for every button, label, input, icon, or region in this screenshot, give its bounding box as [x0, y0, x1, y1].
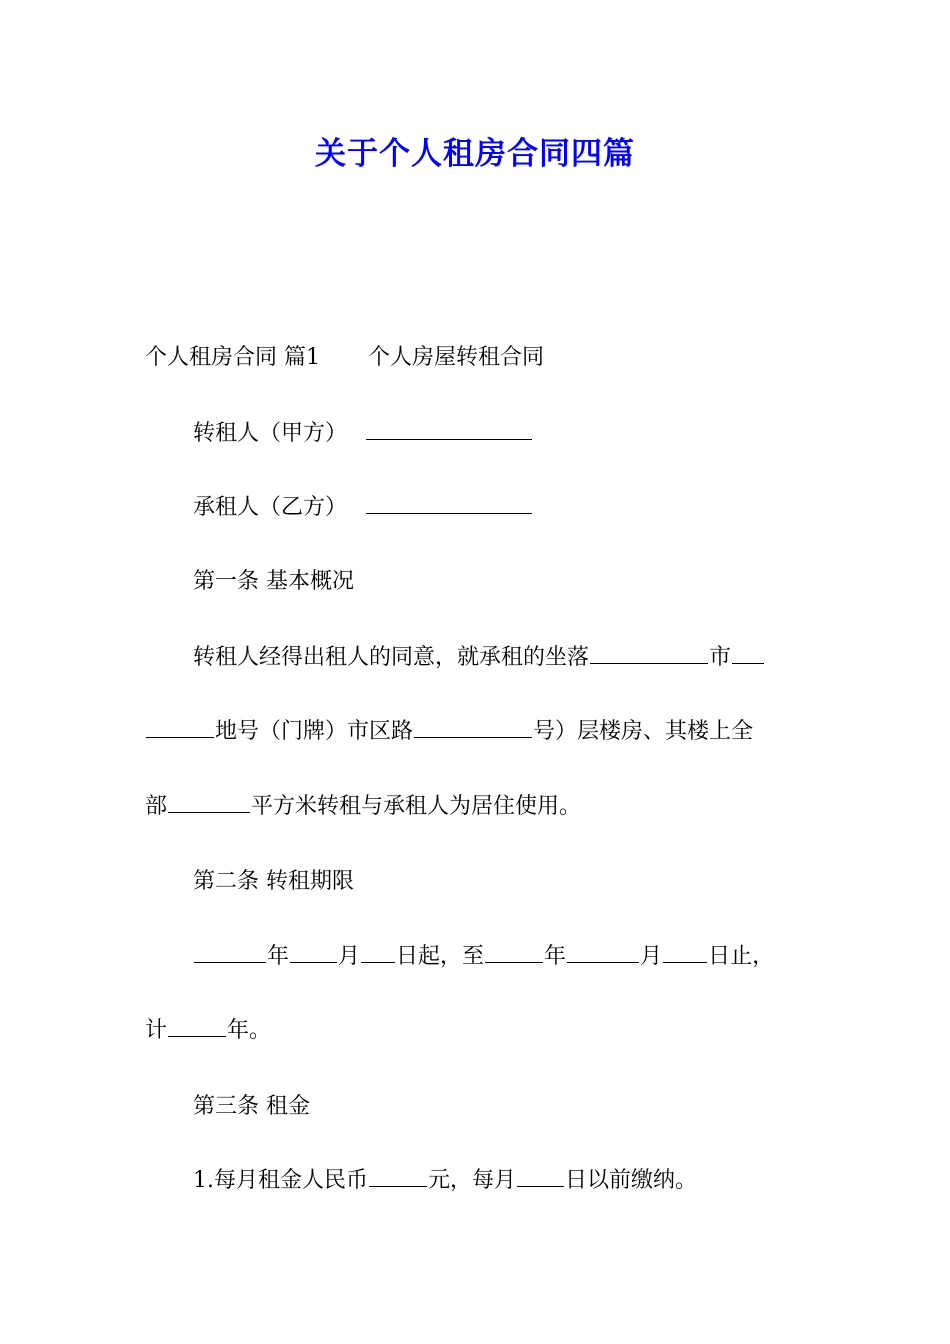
article3-text: 日以前缴纳。: [565, 1168, 698, 1193]
end-month-blank: [567, 942, 639, 963]
article2-period-line: [193, 942, 813, 972]
article3-item1: [193, 1166, 813, 1196]
article1-text: 转租人经得出租人的同意，就承租的坐落: [193, 645, 590, 670]
article2-text: 日止，: [708, 944, 775, 969]
rent-amount-blank: [369, 1166, 427, 1187]
end-day-blank: [663, 942, 707, 963]
article2-text: 月: [640, 944, 663, 969]
article1-paragraph-line1: [193, 643, 813, 673]
article3-text: 元，每月: [428, 1168, 517, 1193]
city-blank: [590, 643, 708, 664]
article1-paragraph-line3: [145, 792, 810, 822]
area-blank: [168, 792, 250, 813]
start-year-blank: [194, 942, 266, 963]
article1-paragraph-line2: [145, 717, 810, 747]
document-title: 关于个人租房合同四篇: [315, 136, 635, 172]
article1-title: 第一条 基本概况: [193, 569, 354, 594]
article3-title: 第三条 租金: [193, 1094, 310, 1119]
sublessor-blank: [366, 419, 532, 440]
article2-text: 计: [145, 1018, 168, 1043]
article2-text: 年: [267, 944, 290, 969]
lessee-label: 承租人（乙方）: [193, 495, 348, 520]
article2-title: 第二条 转租期限: [193, 869, 354, 894]
article2-text: 年: [544, 944, 567, 969]
start-month-blank: [290, 942, 337, 963]
lessee-line: [193, 493, 813, 523]
contract-name: 个人房屋转租合同: [368, 345, 545, 370]
district-blank-cont: [146, 717, 214, 738]
article2-total-line: [145, 1016, 810, 1046]
sublessor-line: [193, 419, 813, 449]
article1-text: 平方米转租与承租人为居住使用。: [251, 794, 582, 819]
district-blank: [732, 643, 764, 664]
article2-text: 年。: [227, 1018, 272, 1043]
article1-text: 地号（门牌）市区路: [215, 719, 414, 744]
total-years-blank: [168, 1016, 226, 1037]
article1-text: 市: [709, 645, 732, 670]
article2-text: 日起，至: [396, 944, 485, 969]
end-year-blank: [485, 942, 543, 963]
article1-text: 号）层楼房、其楼上全: [533, 719, 754, 744]
sublessor-label: 转租人（甲方）: [193, 421, 348, 446]
section-heading: [145, 343, 810, 373]
start-day-blank: [361, 942, 395, 963]
lessee-blank: [366, 493, 532, 514]
article1-text: 部: [145, 794, 168, 819]
article2-text: 月: [338, 944, 361, 969]
number-blank: [414, 717, 532, 738]
section-label: 个人租房合同 篇1: [145, 345, 320, 370]
article3-text: 1.每月租金人民币: [193, 1168, 368, 1193]
payment-day-blank: [517, 1166, 564, 1187]
